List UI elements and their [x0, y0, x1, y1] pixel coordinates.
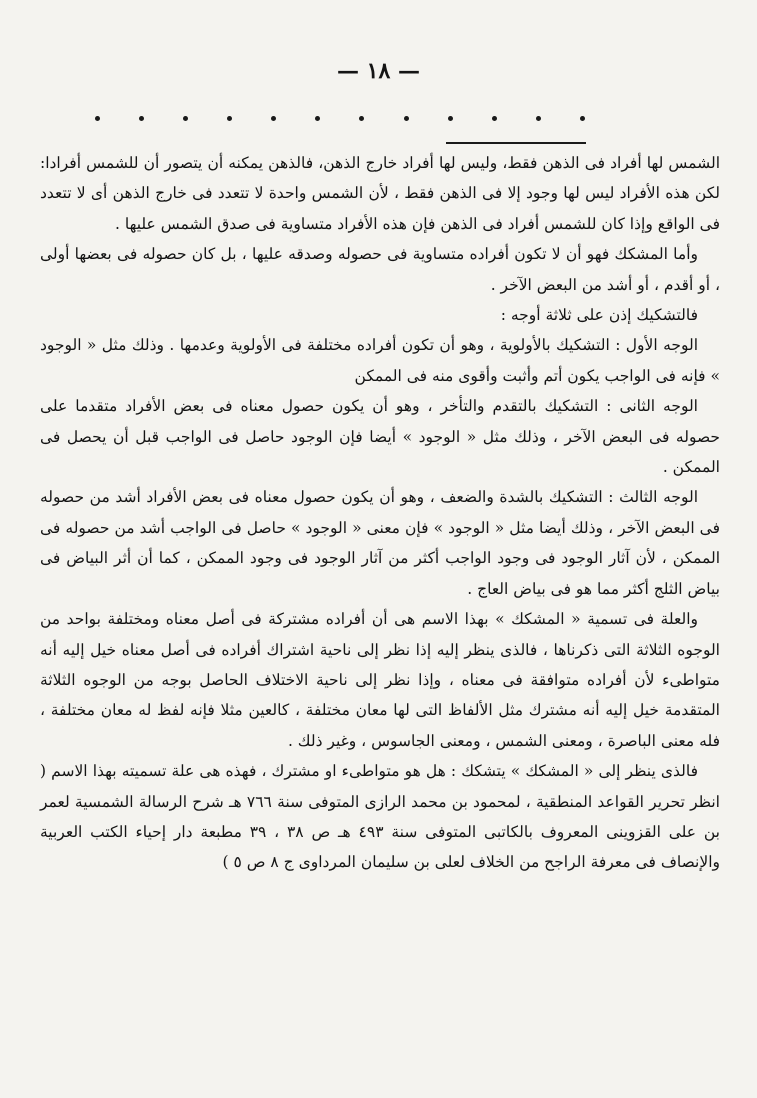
footnote-paragraph: الوجه الثانى : التشكيك بالتقدم والتأخر ، وهو أن يكون حصول معناه فى بعض الأفراد متقدما على حصوله فى البعض الآخر ، وذلك مثل « الوجود » أيضا فإن الوجود حاصل فى الواجب قبل أن يحصل فى الممكن .	[40, 397, 720, 477]
separator-dot	[227, 116, 232, 121]
separator-dot	[271, 116, 276, 121]
separator-dot	[492, 116, 497, 121]
dot-separator	[95, 116, 585, 121]
separator-dot	[404, 116, 409, 121]
footnote-paragraph: والعلة فى تسمية « المشكك » بهذا الاسم هى أن أفراده مشتركة فى أصل معناه ومختلفة بواحد من الوجوه الثلاثة التى ذكرناها ، فالذى ينظر إليه إذا نظر إلى ناحية اشتراك أفراده فى أصل معناه خيل إليه أنه متواطىء لأن أفراده متوافقة فى معناه ، وإذا نظر إلى ناحية الاختلاف الحاصل بوجه من الوجوه الثلاثة المتقدمة خيل إليه أنه مشترك مثل الألفاظ التى لها معان مختلفة ، كالعين مثلا فإنه لفظ له معان مختلفة ، فله معنى الباصرة ، ومعنى الشمس ، ومعنى الجاسوس ، وغير ذلك .	[40, 610, 720, 750]
separator-dot	[183, 116, 188, 121]
footnote-paragraph: الشمس لها أفراد فى الذهن فقط، وليس لها أفراد خارج الذهن، فالذهن يمكنه أن يتصور أن للشمس أفرادا: لكن هذه الأفراد ليس لها وجود إلا فى الذهن فقط ، لأن الشمس واحدة لا تتعدد فى خارج الذهن أى لا تتعدد فى الواقع وإذا كان للشمس أفراد فى الذهن فإن هذه الأفراد متساوية فى صدق الشمس عليها .	[40, 154, 720, 233]
footnote-rule	[446, 142, 586, 144]
separator-dot	[95, 116, 100, 121]
footnote-paragraph: الوجه الثالث : التشكيك بالشدة والضعف ، وهو أن يكون حصول معناه فى بعض الأفراد أشد من حصوله فى البعض الآخر ، وذلك أيضا مثل « الوجود » فإن معنى « الوجود » حاصل فى الواجب أشد من حصوله فى الممكن ، لأن آثار الوجود فى وجود الواجب أكثر من آثار الوجود فى وجود الممكن ، كما أن أثر البياض فى بياض الثلج أكثر مما هو فى بياض العاج .	[40, 488, 720, 598]
footnote-paragraph: فالتشكيك إذن على ثلاثة أوجه :	[500, 306, 698, 325]
separator-dot	[580, 116, 585, 121]
footnote-paragraph: وأما المشكك فهو أن لا تكون أفراده متساوية فى حصوله وصدقه عليها ، بل كان حصوله فى بعضها أولى ، أو أقدم ، أو أشد من البعض الآخر .	[40, 245, 720, 294]
separator-dot	[359, 116, 364, 121]
separator-dot	[448, 116, 453, 121]
separator-dot	[139, 116, 144, 121]
separator-dot	[536, 116, 541, 121]
separator-dot	[315, 116, 320, 121]
footnote-paragraph: الوجه الأول : التشكيك بالأولوية ، وهو أن تكون أفراده مختلفة فى الأولوية وعدمها . وذلك مثل « الوجود » فإنه فى الواجب يكون أتم وأثبت وأقوى منه فى الممكن	[40, 336, 720, 385]
page-number: — ١٨ —	[337, 58, 420, 84]
footnote-paragraph: فالذى ينظر إلى « المشكك » يتشكك : هل هو متواطىء او مشترك ، فهذه هى علة تسميته بهذا الاسم ( انظر تحرير القواعد المنطقية ، لمحمود بن محمد الرازى المتوفى سنة ٧٦٦ هـ شرح الرسالة الشمسية لعمر بن على القزوينى المعروف بالكاتبى المتوفى سنة ٤٩٣ هـ ص ٣٨ ، ٣٩ مطبعة دار إحياء الكتب العربية والإنصاف فى معرفة الراجح من الخلاف لعلى بن سليمان المرداوى ج ٨ ص ٥ )	[40, 762, 720, 872]
footnote-text	[40, 148, 720, 878]
